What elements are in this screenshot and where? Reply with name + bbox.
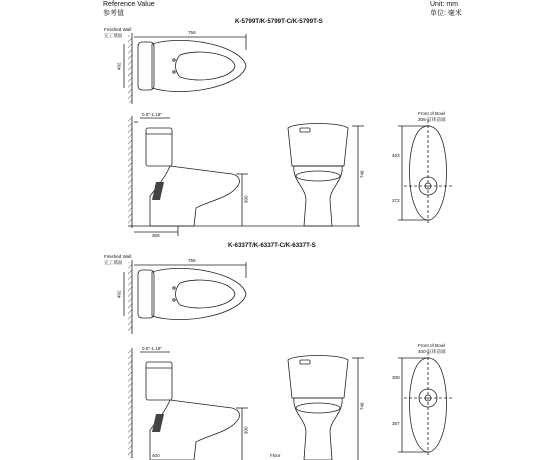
- wall-hatch-side-2: [128, 350, 132, 458]
- unit-label-cn: 单位: 毫米: [430, 10, 462, 17]
- dim-depth-2: 492: [116, 290, 122, 299]
- reference-value-label-cn: 参考值: [103, 10, 124, 17]
- dim-height-2: 746: [359, 402, 365, 411]
- bowl-label-2: Front of Bowl: [418, 343, 446, 348]
- dim-supply-1: 0.5"-1.18": [142, 112, 163, 117]
- finished-wall-label-cn-1: 完工墙面: [104, 33, 123, 38]
- dim-length-1: 756: [188, 30, 196, 35]
- wall-hatch-side-1: [128, 118, 132, 226]
- dim-bowl-b-2: 367: [392, 421, 400, 426]
- finished-wall-label-1: Finished Wall: [104, 27, 132, 32]
- bowl-label-1: Front of Bowl: [418, 111, 446, 116]
- dim-height-1: 746: [359, 170, 365, 179]
- dim-bowl-b-1: 272: [392, 198, 400, 203]
- bowl-front-view-2: [294, 398, 342, 460]
- reference-value-label: Reference Value: [103, 1, 155, 8]
- bowl-top-view-2: [152, 268, 246, 319]
- bolt-hole-1b: [173, 71, 175, 73]
- finished-wall-label-cn-2: 完工墙面: [104, 260, 123, 265]
- tank-front-view-1: [288, 124, 348, 167]
- dim-bowl-a-1: 403: [392, 153, 400, 158]
- wall-hatch-top-1: [128, 35, 132, 103]
- model-title-1: K-5799T/K-5799T-C/K-5799T-S: [235, 18, 323, 25]
- dim-supply-2: 0.5"-1.18": [142, 346, 163, 351]
- bowl-side-view-2: [150, 400, 239, 460]
- finished-wall-label-2: Finished Wall: [104, 254, 132, 259]
- bowl-opening-top-view-1: [176, 52, 236, 80]
- dim-seat-1: 390: [243, 195, 249, 204]
- dim-length-2: 756: [188, 258, 196, 263]
- bolt-hole-1a: [173, 59, 175, 61]
- dim-roughin-2: 400: [152, 453, 160, 458]
- bowl-label-cn-2: 400-缸体前端: [418, 349, 446, 354]
- bowl-label-cn-1: 305-缸体前端: [418, 117, 446, 122]
- unit-label: Unit: mm: [430, 1, 458, 8]
- dim-depth-1: 492: [116, 62, 122, 71]
- floor-label-2: Floor: [270, 453, 281, 458]
- dim-roughin-1: 305: [152, 233, 160, 238]
- wall-hatch-top-2: [128, 262, 132, 332]
- model-title-2: K-6337T/K-6337T-C/K-6337T-S: [228, 242, 316, 249]
- dim-bowl-a-2: 308: [392, 375, 400, 380]
- tank-front-view-2: [288, 356, 348, 399]
- bowl-top-view-1: [152, 40, 246, 91]
- dim-seat-2: 390: [243, 426, 249, 435]
- bowl-opening-top-view-2: [176, 280, 236, 308]
- bowl-side-view-1: [150, 166, 239, 226]
- bowl-front-view-1: [294, 166, 342, 226]
